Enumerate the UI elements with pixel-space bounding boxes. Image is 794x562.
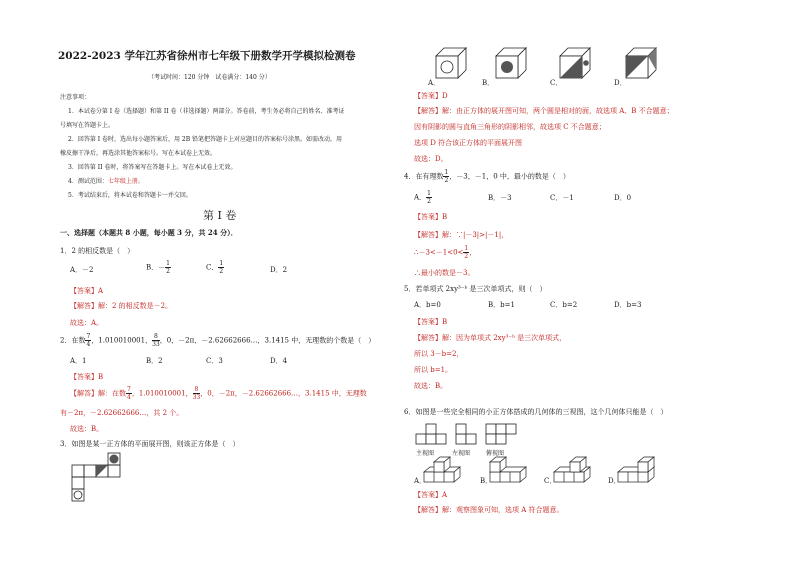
solid-b-icon xyxy=(490,458,534,488)
q3-option-a: A． xyxy=(428,79,441,87)
stem-text: 2．在数 xyxy=(60,336,86,345)
q4-analysis: 【解答】解：∵|－3|>|－1|， xyxy=(414,231,509,239)
stem-text: ，0，－2π，－2.62662666…，3.1415 中，无理数的个数是（ ） xyxy=(159,336,376,345)
cube-d-icon xyxy=(626,48,658,80)
q6-option-d: D． xyxy=(608,477,621,485)
cube-c-icon xyxy=(560,48,592,80)
q2-option-a: A．1 xyxy=(70,357,87,365)
q4-analysis-line xyxy=(414,245,476,260)
notice-item: 5．考试结束后，将本试卷和答题卡一并交回。 xyxy=(68,192,192,199)
fraction: $\frac{1}{2}$ xyxy=(166,260,170,275)
three-views-diagram xyxy=(416,424,526,448)
q4-answer: 【答案】B xyxy=(414,213,448,221)
q3-option-b: B． xyxy=(482,79,495,87)
cube-a-icon xyxy=(436,48,468,80)
q1-option-a: A．－2 xyxy=(70,266,94,274)
analysis-text: ，0，－2π，－2.62662666…，3.1415 中，无理数 xyxy=(200,389,367,398)
q6-option-a: A． xyxy=(414,477,427,485)
fraction: $\frac{7}{4}$ xyxy=(127,386,131,401)
q5-analysis-line: 所以 b=1。 xyxy=(414,366,453,374)
fraction: $\frac{1}{2}$ xyxy=(219,260,224,275)
q5-stem: 5．若单项式 2xy³⁻ᵇ 是三次单项式，则（ ） xyxy=(404,285,547,293)
q5-option-a: A．b=0 xyxy=(414,301,441,309)
q1-option-d: D．2 xyxy=(270,266,288,274)
analysis-text: ，1.010010001， xyxy=(131,389,193,398)
solid-a-icon xyxy=(424,458,468,488)
fraction: $\frac{1}{2}$ xyxy=(444,169,449,184)
q5-option-d: D．b=3 xyxy=(614,301,642,309)
fraction: $\frac{8}{33}$ xyxy=(152,333,160,348)
q2-option-b: B．2 xyxy=(146,357,163,365)
q2-analysis-cont: 有－2π，－2.62662666…，共 2 个。 xyxy=(60,409,184,417)
analysis-text: 【解答】解：在数 xyxy=(70,389,126,398)
fraction: $\frac{1}{2}$ xyxy=(464,245,469,260)
q5-answer: 【答案】B xyxy=(414,318,448,326)
view-label-front: 主视图 xyxy=(416,450,435,457)
exam-info: （考试时间：120 分钟 试卷满分：140 分） xyxy=(148,74,271,81)
q6-option-b: B． xyxy=(480,477,493,485)
solid-d-icon xyxy=(618,458,662,488)
q3-analysis: 【解答】解：由正方体的展开图可知，两个圆是相对的面，故选项 A、B 不合题意； xyxy=(414,107,674,115)
q2-conclusion: 故选：B。 xyxy=(70,425,104,433)
q6-stem: 6．如图是一些完全相同的小正方体搭成的几何体的三视图，这个几何体只能是（ ） xyxy=(404,408,668,416)
notice-scope-label: 4．测试范围： xyxy=(68,178,108,185)
notice-item: 橡皮擦干净后，再选涂其他答案标号。写在本试卷上无效。 xyxy=(60,150,217,157)
q6-option-c: C． xyxy=(544,477,557,485)
analysis-text: ∴－3<－1<0< xyxy=(414,248,464,257)
q1-stem: 1．2 的相反数是（ ） xyxy=(60,247,135,255)
q4-analysis-line: ∴最小的数是－3。 xyxy=(414,269,475,277)
q3-option-c: C． xyxy=(550,79,563,87)
section-description: 一、选择题（本题共 8 小题，每小题 3 分，共 24 分）． xyxy=(60,228,238,237)
net-diagram xyxy=(72,453,136,507)
option-label: C． xyxy=(206,263,219,272)
stem-text: ，1.010010001， xyxy=(91,336,153,345)
q1-answer: 【答案】A xyxy=(70,287,104,295)
notice-item: 1．本试卷分第 I 卷（选择题）和第 II 卷（非选择题）两部分。答卷前，考生务必将自己的姓名、准考证 xyxy=(68,108,345,115)
option-label: B．－ xyxy=(146,263,166,272)
q3-conclusion: 故选：D。 xyxy=(414,155,448,163)
notice-item: 2．回答第 I 卷时，选出每小题答案后，用 2B 铅笔把答题卡上对应题目的答案标号涂黑。如需改动，用 xyxy=(68,136,343,143)
q4-option-c: C．－1 xyxy=(550,194,574,202)
fraction: $\frac{8}{33}$ xyxy=(192,386,201,401)
q3-stem: 3．如图是某一正方体的平面展开图，则该正方体是（ ） xyxy=(60,440,240,448)
q2-option-d: D．4 xyxy=(270,357,288,365)
q2-analysis xyxy=(70,386,367,401)
q3-analysis: 选项 D 符合该正方体的平面展开图 xyxy=(414,139,523,147)
q3-option-d: D． xyxy=(614,79,627,87)
stem-text: 4．在有理数 xyxy=(404,172,444,181)
view-label-left: 左视图 xyxy=(452,450,471,457)
q2-option-c: C．3 xyxy=(206,357,223,365)
notice-item xyxy=(68,176,144,185)
cube-b-icon xyxy=(496,48,528,80)
q2-answer: 【答案】B xyxy=(70,373,104,381)
section-title: 第 I 卷 xyxy=(203,209,237,222)
option-label: A． xyxy=(414,193,427,202)
q4-option-b: B．－3 xyxy=(488,194,512,202)
fraction: $\frac{7}{4}$ xyxy=(86,333,91,348)
q6-answer: 【答案】A xyxy=(414,491,448,499)
notice-item: 3．回答第 II 卷时，将答案写在答题卡上。写在本试卷上无效。 xyxy=(68,164,237,171)
notice-heading: 注意事项： xyxy=(60,94,91,101)
view-label-top: 俯视图 xyxy=(486,450,505,457)
q1-option-b xyxy=(146,260,171,275)
q5-analysis-line: 所以 3－b=2， xyxy=(414,350,464,358)
notice-item: 号填写在答题卡上。 xyxy=(60,122,115,129)
fraction: $\frac{1}{2}$ xyxy=(427,190,431,205)
q6-analysis: 【解答】解：观察图象可知，选项 A 符合题意。 xyxy=(414,506,564,514)
q5-option-c: C．b=2 xyxy=(550,301,578,309)
analysis-text: ， xyxy=(469,248,477,257)
page-title: 2022-2023 学年江苏省徐州市七年级下册数学开学模拟检测卷 xyxy=(58,50,356,62)
q4-option-a xyxy=(414,190,432,205)
notice-scope-value: 七年级上册。 xyxy=(107,178,144,185)
q5-analysis: 【解答】解：因为单项式 2xy³⁻ᵇ 是三次单项式， xyxy=(414,334,567,342)
q1-conclusion: 故选：A。 xyxy=(70,319,104,327)
q5-option-b: B．b=1 xyxy=(488,301,515,309)
q5-conclusion: 故选：B。 xyxy=(414,382,448,390)
q2-stem xyxy=(60,333,375,348)
q3-answer: 【答案】D xyxy=(414,92,448,100)
q4-stem xyxy=(404,169,570,184)
q3-analysis: 因有阴影的圆与直角三角形的阴影相邻，故选项 C 不合题意； xyxy=(414,123,606,131)
q1-option-c xyxy=(206,260,224,275)
q1-analysis: 【解答】解：2 的相反数是－2。 xyxy=(70,302,173,310)
solid-c-icon xyxy=(554,458,598,488)
q4-option-d: D．0 xyxy=(614,194,632,202)
stem-text: ，－3，－1，0 中，最小的数是（ ） xyxy=(449,172,570,181)
